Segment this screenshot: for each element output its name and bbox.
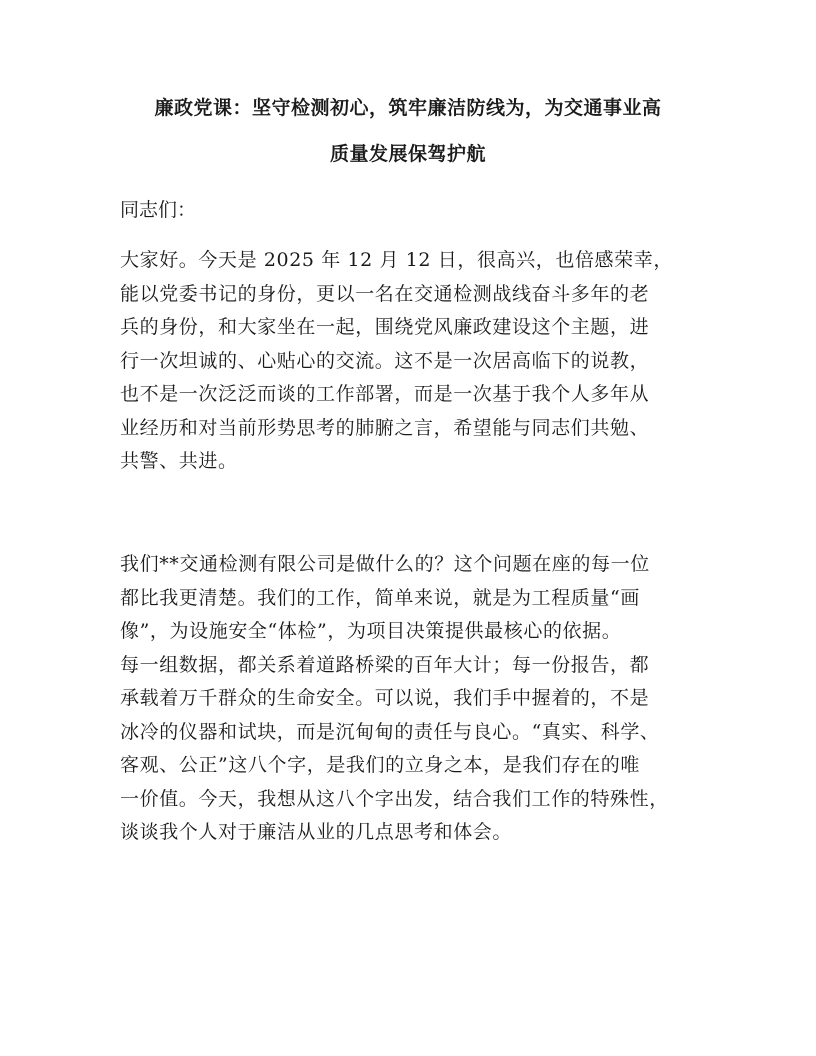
paragraph-line: 冰冷的仪器和试块，而是沉甸甸的责任与良心。“真实、科学、: [120, 720, 660, 743]
paragraph-line: 业经历和对当前形势思考的肺腑之言，希望能与同志们共勉、: [120, 416, 650, 439]
salutation: 同志们：: [120, 199, 197, 221]
paragraph-line: 大家好。今天是 2025 年 12 月 12 日，很高兴，也倍感荣幸，: [120, 249, 673, 271]
document-title-line-1: 廉政党课：坚守检测初心，筑牢廉洁防线为，为交通事业高: [154, 97, 662, 119]
paragraph-line: 像”，为设施安全“体检”，为项目决策提供最核心的依据。: [120, 620, 622, 642]
paragraph-line: 我们**交通检测有限公司是做什么的？这个问题在座的每一位: [120, 553, 650, 575]
paragraph-line: 共警、共进。: [120, 450, 238, 472]
paragraph-line: 谈谈我个人对于廉洁从业的几点思考和体会。: [120, 821, 513, 843]
paragraph-line: 每一组数据，都关系着道路桥梁的百年大计；每一份报告，都: [120, 653, 650, 676]
document-title-line-2: 质量发展保驾护航: [329, 143, 486, 165]
paragraph-line: 也不是一次泛泛而谈的工作部署，而是一次基于我个人多年从: [120, 383, 650, 405]
paragraph-line: 承载着万千群众的生命安全。可以说，我们手中握着的，不是: [120, 687, 650, 709]
paragraph-line: 都比我更清楚。我们的工作，简单来说，就是为工程质量“画: [120, 586, 640, 609]
paragraph-line: 行一次坦诚的、心贴心的交流。这不是一次居高临下的说教，: [120, 349, 650, 372]
paragraph-line: 客观、公正”这八个字，是我们的立身之本，是我们存在的唯: [120, 754, 640, 776]
paragraph-2: [120, 552, 700, 854]
paragraph-line: 一价值。今天，我想从这八个字出发，结合我们工作的特殊性，: [120, 787, 669, 810]
paragraph-line: 能以党委书记的身份，更以一名在交通检测战线奋斗多年的老: [120, 282, 650, 305]
paragraph-line: 兵的身份，和大家坐在一起，围绕党风廉政建设这个主题，进: [120, 316, 650, 338]
paragraph-1: [120, 248, 700, 483]
